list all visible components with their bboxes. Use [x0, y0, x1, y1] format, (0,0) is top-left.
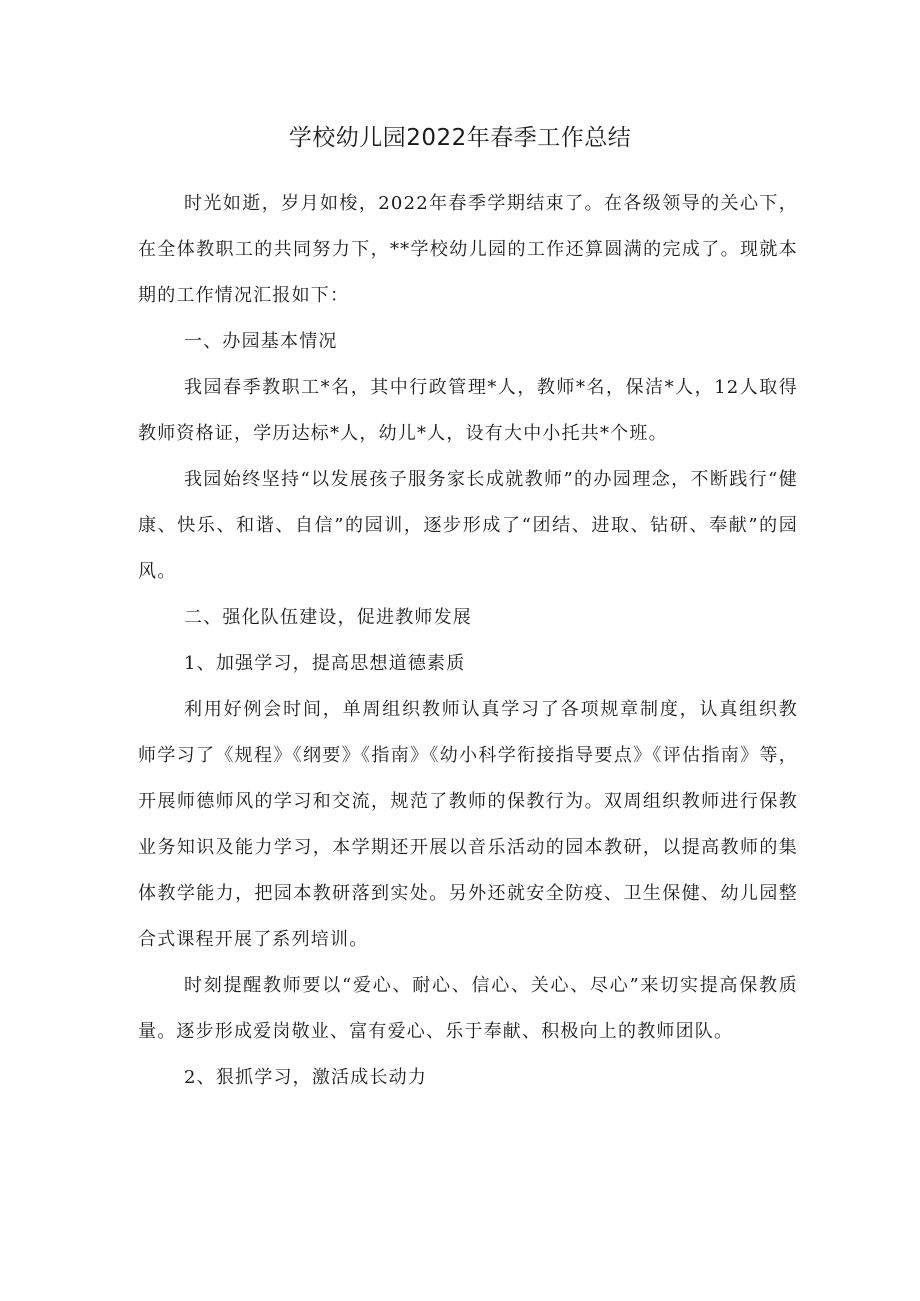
document-body: [138, 181, 798, 1101]
section-heading-1: 一、办园基本情况: [184, 331, 338, 352]
subsection-heading-1: 1、加强学习，提高思想道德素质: [184, 653, 466, 674]
paragraph-staff: 我园春季教职工*名，其中行政管理*人，教师*名，保洁*人，12人取得教师资格证，学历达标*人，幼儿*人，设有大中小托共*个班。: [138, 377, 798, 444]
paragraph-reminder: 时刻提醒教师要以“爱心、耐心、信心、关心、尽心”来切实提高保教质量。逐步形成爱岗敬业、富有爱心、乐于奉献、积极向上的教师团队。: [138, 975, 798, 1042]
subsection-heading-2: 2、狠抓学习，激活成长动力: [184, 1067, 428, 1088]
document-title: 学校幼儿园2022年春季工作总结: [288, 125, 632, 151]
section-heading-2: 二、强化队伍建设，促进教师发展: [184, 607, 472, 628]
paragraph-study: 利用好例会时间，单周组织教师认真学习了各项规章制度，认真组织教师学习了《规程》《纲要》《指南》《幼小科学衔接指导要点》《评估指南》等，开展师德师风的学习和交流，规范了教师的保教行为。双周组织教师进行保教业务知识及能力学习，本学期还开展以音乐活动的园本教研，以提高教师的集体教学能力，把园本教研落到实处。另外还就安全防疫、卫生保健、幼儿园整合式课程开展了系列培训。: [138, 699, 798, 950]
paragraph-intro: 时光如逝，岁月如梭，2022年春季学期结束了。在各级领导的关心下，在全体教职工的共同努力下，**学校幼儿园的工作还算圆满的完成了。现就本期的工作情况汇报如下：: [138, 193, 798, 306]
paragraph-philosophy: 我园始终坚持“以发展孩子服务家长成就教师”的办园理念，不断践行“健康、快乐、和谐、自信”的园训，逐步形成了“团结、进取、钻研、奉献”的园风。: [138, 469, 798, 582]
